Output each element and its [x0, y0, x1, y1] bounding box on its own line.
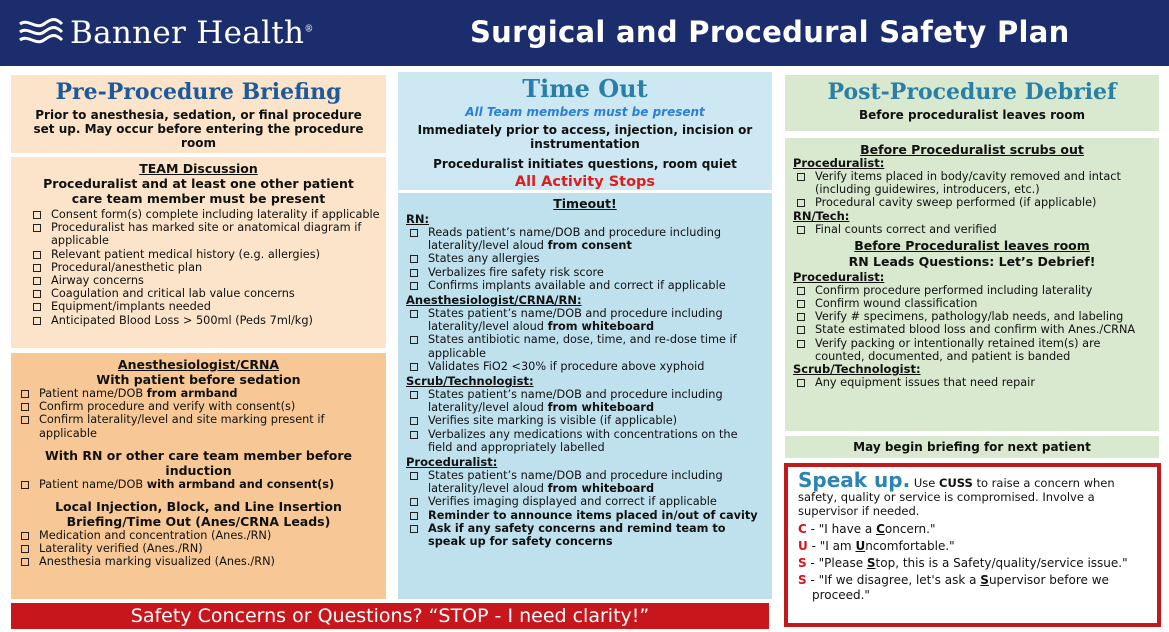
anesthesiologist-list-2 — [17, 478, 380, 491]
list-item: State estimated blood loss and confirm with Anes./CRNA — [793, 323, 1151, 336]
proceduralist-list — [406, 469, 764, 548]
anesthesiologist-panel — [11, 353, 386, 599]
list-item: Anesthesia marking visualized (Anes./RN) — [17, 555, 380, 568]
list-item: States antibiotic name, dose, time, and re-dose time if applicable — [406, 333, 764, 359]
timeout-immediately: Immediately prior to access, injection, incision or instrumentation — [417, 123, 753, 151]
list-item: Patient name/DOB with armband and consent(s) — [17, 478, 380, 491]
list-item: Validates FiO2 <30% if procedure above xyphoid — [406, 360, 764, 373]
pre-procedure-header — [11, 75, 386, 153]
rn-leads-questions: RN Leads Questions: Let’s Debrief! — [848, 253, 1096, 269]
speak-up-title: Speak up. — [798, 468, 911, 492]
post-proc-label: Proceduralist: — [793, 156, 885, 170]
list-item: Procedural cavity sweep performed (if applicable) — [793, 196, 1151, 209]
list-item: Verifies imaging displayed and correct if applicable — [406, 495, 764, 508]
anesthesiologist-sub1: With patient before sedation — [96, 372, 301, 387]
list-item: States patient’s name/DOB and procedure including laterality/level aloud from whiteboard — [406, 307, 764, 333]
cuss-line-s2: S - "If we disagree, let's ask a Supervisor before we proceed." — [798, 573, 1109, 602]
may-begin-text: May begin briefing for next patient — [853, 440, 1091, 454]
list-item: Relevant patient medical history (e.g. allergies) — [29, 248, 380, 261]
header-bar — [0, 0, 1169, 66]
list-item: Verify packing or intentionally retained item(s) are counted, documented, and patient is banded — [793, 337, 1151, 363]
banner-health-logo — [18, 12, 314, 54]
list-item: Airway concerns — [29, 274, 380, 287]
team-discussion-heading: TEAM Discussion — [139, 161, 258, 176]
post-scrub-list — [793, 376, 1151, 389]
list-item: Laterality verified (Anes./RN) — [17, 542, 380, 555]
list-item: Equipment/implants needed — [29, 300, 380, 313]
list-item: States any allergies — [406, 252, 764, 265]
anesthesiologist-sub2: With RN or other care team member before induction — [45, 447, 352, 478]
post-procedure-title: Post-Procedure Debrief — [827, 79, 1117, 105]
safety-concerns-banner: Safety Concerns or Questions? “STOP - I need clarity!” — [11, 603, 769, 629]
post-proc2-label: Proceduralist: — [793, 269, 885, 284]
rn-list — [406, 226, 764, 292]
scrubs-out-heading: Before Proceduralist scrubs out — [860, 142, 1084, 157]
timeout-heading: Timeout! — [553, 196, 617, 211]
timeout-title: Time Out — [522, 74, 648, 103]
team-discussion-panel — [11, 157, 386, 348]
post-proc-list — [793, 170, 1151, 210]
logo-text: Banner Health® — [70, 15, 314, 51]
list-item: Ask if any safety concerns and remind team to speak up for safety concerns — [406, 522, 764, 548]
list-item: Reminder to announce items placed in/out of cavity — [406, 509, 764, 522]
anes-crna-rn-label: Anesthesiologist/CRNA/RN: — [406, 293, 582, 308]
scrub-tech-label: Scrub/Technologist: — [406, 374, 534, 389]
page-title: Surgical and Procedural Safety Plan — [470, 15, 1070, 49]
list-item: Final counts correct and verified — [793, 223, 1151, 236]
anesthesiologist-sub3: Local Injection, Block, and Line Insertion Briefing/Time Out (Anes/CRNA Leads) — [55, 499, 342, 530]
list-item: Confirm procedure performed including laterality — [793, 284, 1151, 297]
cuss-line-c: C - "I have a Concern." — [798, 522, 936, 536]
post-proc2-list — [793, 284, 1151, 363]
anesthesiologist-heading: Anesthesiologist/CRNA — [117, 357, 280, 372]
speak-up-intro: Speak up. Use CUSS to raise a concern when safety, quality or service is compromised. Involve a supervisor if needed. — [798, 468, 1115, 518]
post-procedure-header — [785, 75, 1159, 131]
team-discussion-list — [17, 208, 380, 327]
list-item: Reads patient’s name/DOB and procedure including laterality/level aloud from consent — [406, 226, 764, 252]
list-item: Medication and concentration (Anes./RN) — [17, 529, 380, 542]
list-item: Proceduralist has marked site or anatomical diagram if applicable — [29, 221, 380, 247]
list-item: Patient name/DOB from armband — [17, 387, 380, 400]
list-item: Consent form(s) complete including laterality if applicable — [29, 208, 380, 221]
rn-tech-label: RN/Tech: — [793, 208, 850, 223]
list-item: Confirm laterality/level and site marking present if applicable — [17, 413, 380, 439]
list-item: Confirm wound classification — [793, 297, 1151, 310]
waves-logo-icon — [18, 16, 64, 50]
anesthesiologist-list-3 — [17, 529, 380, 569]
list-item: Coagulation and critical lab value concerns — [29, 287, 380, 300]
list-item: Verify items placed in body/cavity removed and intact (including guidewires, introducers, etc.) — [793, 170, 1151, 196]
list-item: Confirm procedure and verify with consent(s) — [17, 400, 380, 413]
list-item: Confirms implants available and correct if applicable — [406, 279, 764, 292]
anesthesiologist-list-1 — [17, 387, 380, 440]
list-item: Procedural/anesthetic plan — [29, 261, 380, 274]
all-activity-stops: All Activity Stops — [514, 174, 656, 190]
anes-crna-rn-list — [406, 307, 764, 373]
rn-tech-list — [793, 223, 1151, 236]
list-item: Verbalizes fire safety risk score — [406, 266, 764, 279]
timeout-header — [398, 72, 772, 190]
leaves-room-heading: Before Proceduralist leaves room — [854, 237, 1090, 253]
timeout-all-team: All Team members must be present — [465, 105, 705, 119]
may-begin-briefing — [785, 436, 1159, 458]
speak-up-box — [784, 463, 1161, 627]
list-item: Anticipated Blood Loss > 500ml (Peds 7ml/kg) — [29, 314, 380, 327]
list-item: Any equipment issues that need repair — [793, 376, 1151, 389]
list-item: Verify # specimens, pathology/lab needs, and labeling — [793, 310, 1151, 323]
list-item: Verbalizes any medications with concentrations on the field and appropriately labelled — [406, 428, 764, 454]
post-procedure-body — [785, 138, 1159, 431]
post-before-leaves: Before proceduralist leaves room — [859, 108, 1085, 122]
list-item: States patient’s name/DOB and procedure including laterality/level aloud from whiteboard — [406, 469, 764, 495]
timeout-body — [398, 193, 772, 599]
list-item: States patient’s name/DOB and procedure including laterality/level aloud from whiteboard — [406, 388, 764, 414]
scrub-tech-list — [406, 388, 764, 454]
pre-procedure-title: Pre-Procedure Briefing — [55, 79, 342, 105]
pre-procedure-intro: Prior to anesthesia, sedation, or final procedure set up. May occur before entering the procedure room — [33, 108, 364, 150]
list-item: Verifies site marking is visible (if applicable) — [406, 414, 764, 427]
proceduralist-label: Proceduralist: — [406, 455, 498, 470]
cuss-line-s1: S - "Please Stop, this is a Safety/quality/service issue." — [798, 556, 1128, 570]
timeout-initiates: Proceduralist initiates questions, room quiet — [433, 157, 737, 171]
post-scrub-label: Scrub/Technologist: — [793, 362, 921, 377]
rn-label: RN: — [406, 212, 430, 226]
cuss-line-u: U - "I am Uncomfortable." — [798, 539, 955, 553]
team-discussion-sub: Proceduralist and at least one other patient care team member must be present — [43, 176, 354, 206]
